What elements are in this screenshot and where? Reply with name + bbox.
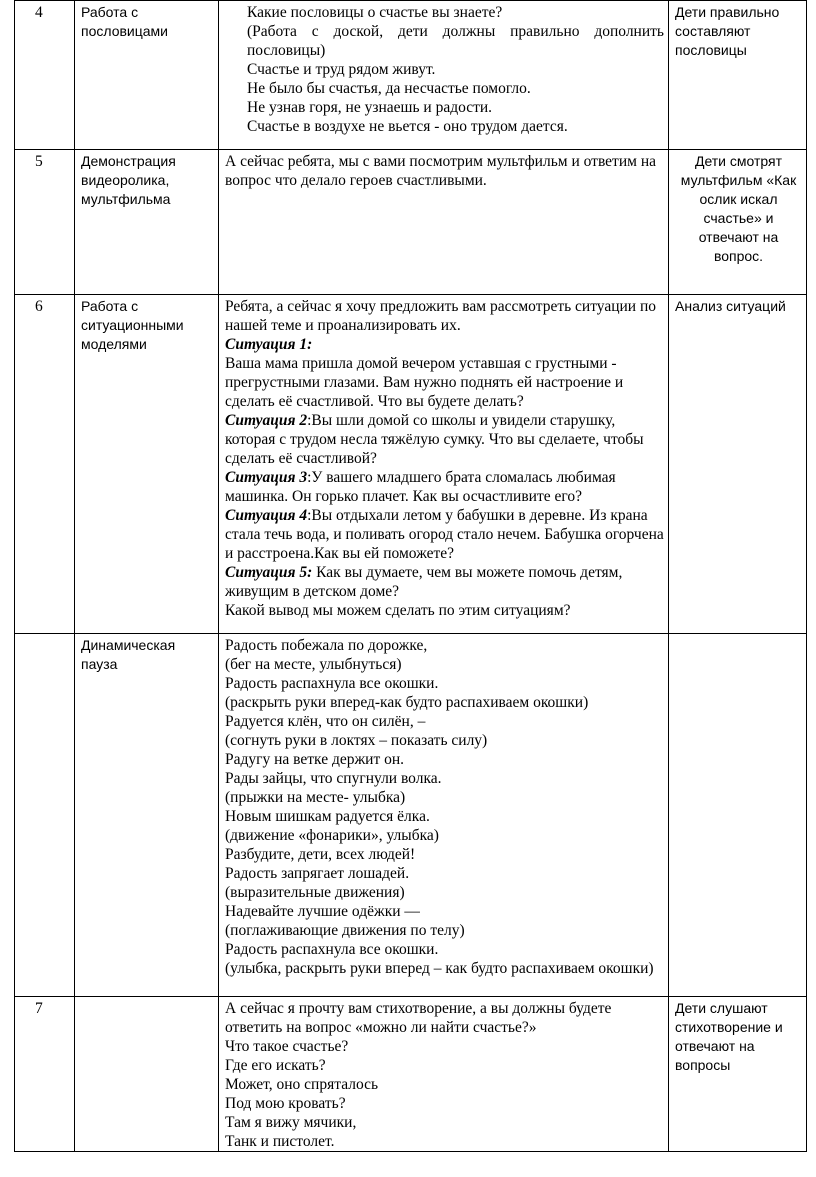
situation-text: Как вы думаете, чем вы можете помочь детям, живущим в детском доме? — [225, 564, 623, 600]
situation-title: Ситуация 2 — [225, 412, 308, 429]
table-row — [15, 1, 807, 150]
poem-line: Там я вижу мячики, — [225, 1114, 357, 1131]
step-content — [219, 1, 669, 150]
poem-line: Что такое счастье? — [225, 1038, 349, 1055]
situation-4 — [225, 506, 664, 563]
step-result: Анализ ситуаций — [669, 295, 807, 634]
situation-title: Ситуация 3 — [225, 469, 308, 486]
content-line: Какой вывод мы можем сделать по этим ситуациям? — [225, 602, 571, 619]
table-row — [15, 997, 807, 1152]
content-line: Ребята, а сейчас я хочу предложить вам рассмотреть ситуации по нашей теме и проанализировать их. — [225, 298, 657, 334]
step-content — [219, 150, 669, 295]
poem-line: Новым шишкам радуется ёлка. — [225, 808, 430, 825]
situation-title: Ситуация 4 — [225, 507, 308, 524]
situation-2 — [225, 411, 664, 468]
poem-line: Радость распахнула все окошки. — [225, 675, 439, 692]
step-content — [219, 634, 669, 997]
poem-line: Надевайте лучшие одёжки — — [225, 903, 420, 920]
poem-line: Радость распахнула все окошки. — [225, 941, 439, 958]
poem-line: Танк и пистолет. — [225, 1133, 335, 1150]
proverb-line: Счастье и труд рядом живут. — [247, 61, 436, 78]
step-label — [75, 997, 219, 1152]
situation-5 — [225, 563, 664, 601]
situation-1 — [225, 335, 664, 411]
step-number — [15, 634, 75, 997]
step-result: Дети смотрят мультфильм «Как ослик искал счастье» и отвечают на вопрос. — [669, 150, 807, 295]
poem-line: Радуется клён, что он силён, – — [225, 713, 426, 730]
step-label: Динамическая пауза — [75, 634, 219, 997]
poem-line: Радугу на ветке держит он. — [225, 751, 405, 768]
content-line: А сейчас я прочту вам стихотворение, а вы должны будете ответить на вопрос «можно ли найти счастье?» — [225, 1000, 612, 1036]
situation-text: :Вы отдыхали летом у бабушки в деревне. Из крана стала течь вода, и поливать огород стало нечем. Бабушка огорчена и расстроена.Как вы ей поможете? — [225, 507, 664, 562]
proverb-line: Не было бы счастья, да несчастье помогло. — [247, 80, 531, 97]
step-result: Дети правильно составляют пословицы — [669, 1, 807, 150]
poem-line: Где его искать? — [225, 1057, 326, 1074]
step-number: 7 — [15, 997, 75, 1152]
content-line: А сейчас ребята, мы с вами посмотрим мультфильм и ответим на вопрос что делало героев счастливыми. — [225, 153, 656, 189]
table-row — [15, 150, 807, 295]
content-line: Какие пословицы о счастье вы знаете? — [247, 4, 503, 21]
step-number: 6 — [15, 295, 75, 634]
poem-line: (улыбка, раскрыть руки вперед – как будто распахиваем окошки) — [225, 960, 654, 977]
poem-line: (поглаживающие движения по телу) — [225, 922, 465, 939]
poem-line: (раскрыть руки вперед-как будто распахиваем окошки) — [225, 694, 589, 711]
situation-title: Ситуация 1: — [225, 336, 313, 353]
situation-title: Ситуация 5: — [225, 564, 313, 581]
step-label: Работа с пословицами — [75, 1, 219, 150]
poem-line: Может, оно спряталось — [225, 1076, 379, 1093]
proverb-line: Не узнав горя, не узнаешь и радости. — [247, 99, 493, 116]
poem-line: Рады зайцы, что спугнули волка. — [225, 770, 442, 787]
poem-line: (бег на месте, улыбнуться) — [225, 656, 402, 673]
table-row — [15, 634, 807, 997]
situation-text: :Вы шли домой со школы и увидели старушку, которая с трудом несла тяжёлую сумку. Что вы сделаете, чтобы сделать её счастливой? — [225, 412, 644, 467]
poem-line: (прыжки на месте- улыбка) — [225, 789, 406, 806]
poem-line: Радость побежала по дорожке, — [225, 637, 428, 654]
lesson-plan-table — [14, 0, 807, 1152]
step-label: Демонстрация видеоролика, мультфильма — [75, 150, 219, 295]
content-line: (Работа с доской, дети должны правильно дополнить пословицы) — [247, 23, 664, 59]
poem-line: (выразительные движения) — [225, 884, 405, 901]
step-content — [219, 997, 669, 1152]
poem-line: (движение «фонарики», улыбка) — [225, 827, 439, 844]
step-label: Работа с ситуационными моделями — [75, 295, 219, 634]
poem-line: Под мою кровать? — [225, 1095, 346, 1112]
proverb-line: Счастье в воздухе не вьется - оно трудом дается. — [247, 118, 568, 135]
step-content — [219, 295, 669, 634]
step-number: 4 — [15, 1, 75, 150]
situation-text: :У вашего младшего брата сломалась любимая машинка. Он горько плачет. Как вы осчастливите его? — [225, 469, 616, 505]
poem-line: Разбудите, дети, всех людей! — [225, 846, 416, 863]
situation-3 — [225, 468, 664, 506]
step-result: Дети слушают стихотворение и отвечают на вопросы — [669, 997, 807, 1152]
step-number: 5 — [15, 150, 75, 295]
step-result — [669, 634, 807, 997]
poem-line: (согнуть руки в локтях – показать силу) — [225, 732, 488, 749]
situation-text: Ваша мама пришла домой вечером уставшая с грустными - прегрустными глазами. Вам нужно поднять ей настроение и сделать её счастливой. Что вы будете делать? — [225, 355, 624, 410]
poem-line: Радость запрягает лошадей. — [225, 865, 410, 882]
table-row — [15, 295, 807, 634]
